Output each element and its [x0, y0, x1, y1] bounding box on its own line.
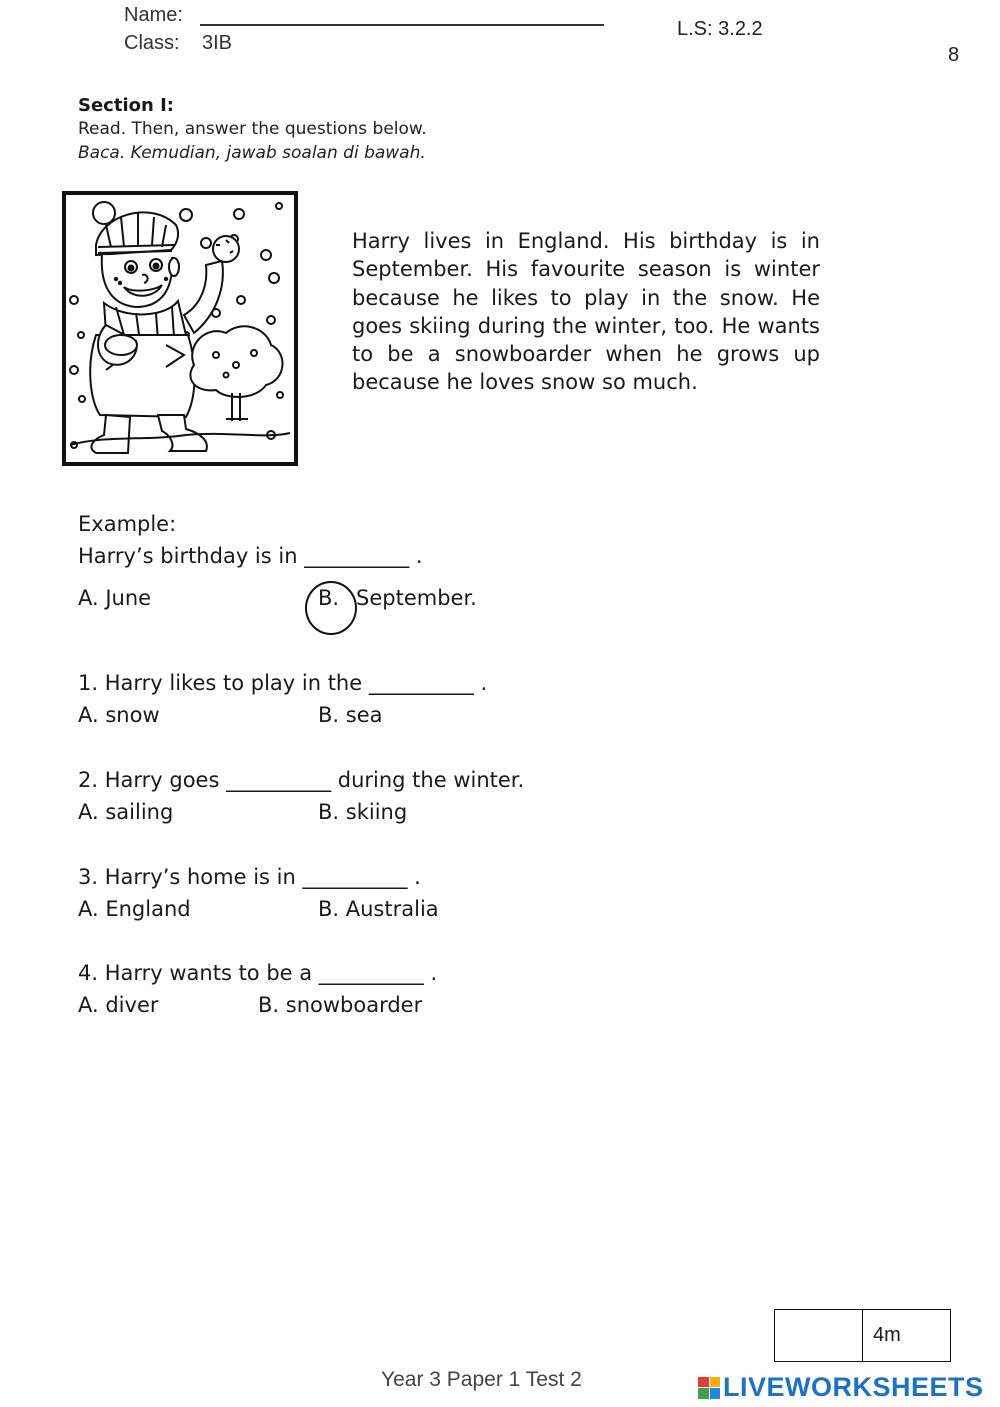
question-3: 3. Harry’s home is in __________ .	[78, 865, 421, 889]
question-2-option-b[interactable]: B. skiing	[318, 800, 408, 824]
example-option-b-letter: B.	[318, 586, 340, 610]
question-1-option-a[interactable]: A. snow	[78, 703, 160, 727]
example-question: Harry’s birthday is in __________ .	[78, 544, 423, 568]
name-input-line[interactable]	[200, 24, 604, 26]
score-box	[774, 1309, 951, 1362]
brand-name: LIVEWORKSHEETS	[723, 1372, 984, 1402]
question-1: 1. Harry likes to play in the __________ .	[78, 671, 488, 695]
question-2: 2. Harry goes __________ during the winter.	[78, 768, 525, 792]
question-1-option-b[interactable]: B. sea	[318, 703, 383, 727]
score-blank-cell	[775, 1310, 863, 1361]
question-4-option-a[interactable]: A. diver	[78, 993, 159, 1017]
name-label: Name:	[124, 4, 183, 26]
instruction-english: Read. Then, answer the questions below.	[78, 119, 427, 139]
question-3-option-b[interactable]: B. Australia	[318, 897, 439, 921]
score-total: 4m	[873, 1324, 901, 1346]
example-label: Example:	[78, 512, 177, 536]
reading-passage: Harry lives in England. His birthday is in September. His favourite season is winter because he likes to play in the snow. He goes skiing during the winter, too. He wants to be a snowboarder when he grows up because he loves snow so much.	[352, 229, 820, 395]
example-answer-circle	[305, 581, 357, 635]
boy-in-snow-illustration	[62, 191, 298, 466]
page-number: 8	[948, 44, 960, 66]
paper-label: Year 3 Paper 1 Test 2	[381, 1368, 582, 1391]
class-label: Class:	[124, 32, 180, 54]
example-option-b-text: September.	[356, 586, 477, 610]
question-2-option-a[interactable]: A. sailing	[78, 800, 174, 824]
liveworksheets-logo	[698, 1372, 984, 1403]
learning-standard: L.S: 3.2.2	[677, 18, 763, 40]
example-option-a: A. June	[78, 586, 152, 610]
liveworksheets-logo-icon	[698, 1377, 720, 1399]
section-title: Section I:	[78, 95, 174, 116]
class-value: 3IB	[202, 32, 233, 54]
question-4: 4. Harry wants to be a __________ .	[78, 961, 438, 985]
instruction-malay: Baca. Kemudian, jawab soalan di bawah.	[78, 143, 426, 163]
question-4-option-b[interactable]: B. snowboarder	[258, 993, 423, 1017]
question-3-option-a[interactable]: A. England	[78, 897, 191, 921]
